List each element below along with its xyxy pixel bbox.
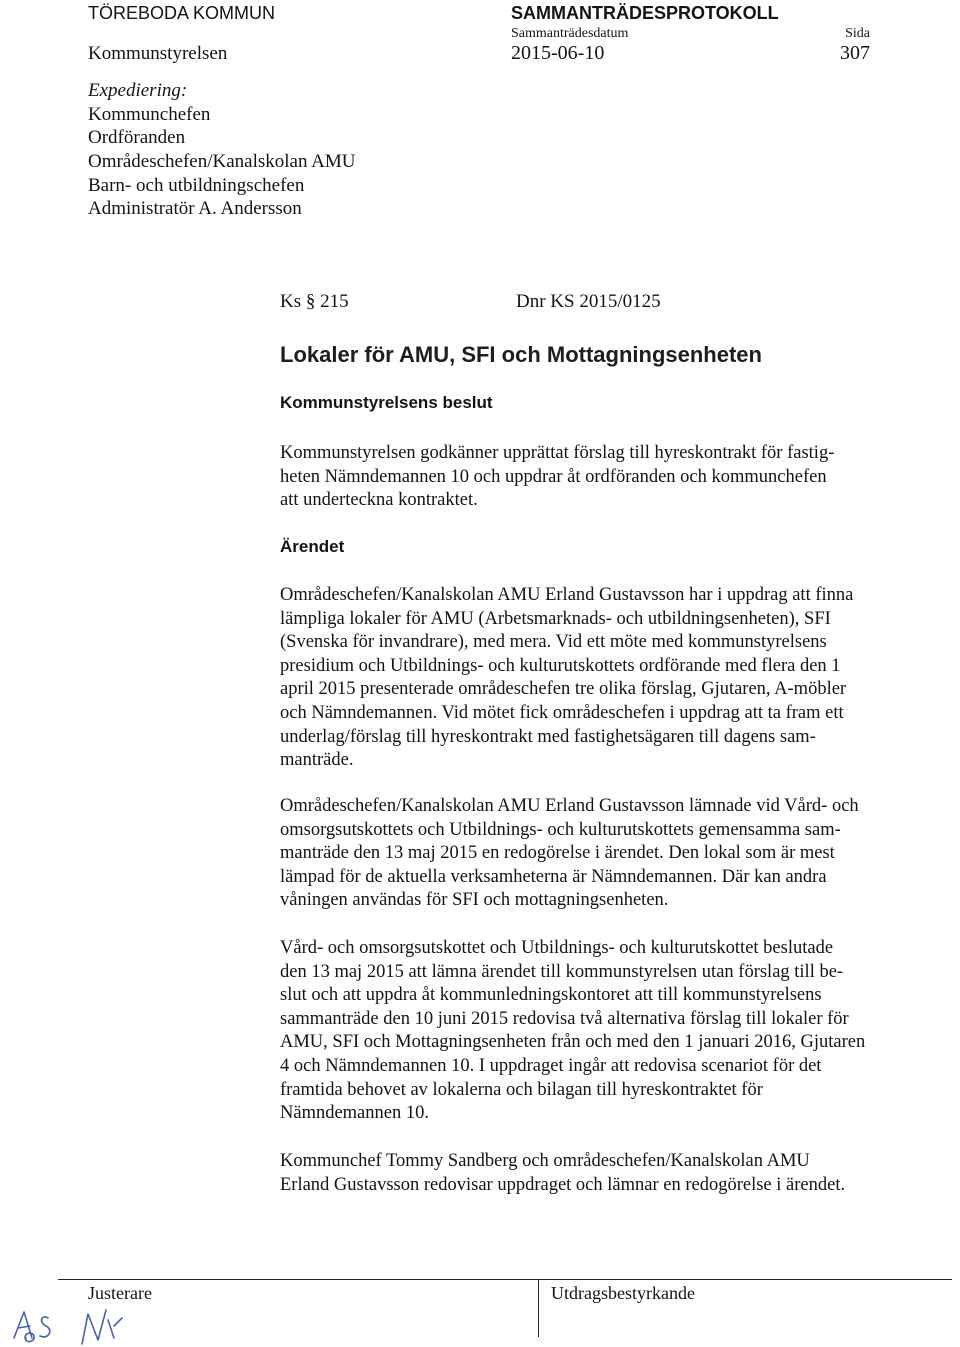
matter-paragraph-1 — [280, 584, 940, 773]
protocol-title: SAMMANTRÄDESPROTOKOLL — [511, 3, 779, 23]
text-line: och Nämndemannen. Vid mötet fick områdeschefen i uppdrag att ta fram ett — [280, 702, 844, 723]
text-line: underlag/förslag till hyreskontrakt med fastighetsägaren till dagens sam- — [280, 726, 816, 747]
meeting-date-label: Sammanträdesdatum — [511, 26, 629, 41]
text-line: Kommunstyrelsen godkänner upprättat förslag till hyreskontrakt för fastig- — [280, 443, 835, 463]
text-line: slut och att uppdra åt kommunledningskontoret att till kommunstyrelsens — [280, 985, 822, 1006]
text-line: lämpliga lokaler för AMU (Arbetsmarknads- och utbildningsenheten), SFI — [280, 608, 831, 629]
text-line: Områdeschefen/Kanalskolan AMU Erland Gustavsson lämnade vid Vård- och — [280, 796, 859, 816]
text-line: Kommunchef Tommy Sandberg och områdeschefen/Kanalskolan AMU — [280, 1151, 810, 1171]
text-line: april 2015 presenterade områdeschefen tre olika förslag, Gjutaren, A-möbler — [280, 679, 847, 700]
matter-paragraph-4 — [280, 1150, 940, 1197]
text-line: våningen användas för SFI och mottagningsenheten. — [280, 890, 669, 911]
meeting-date: 2015-06-10 — [511, 42, 605, 64]
distribution-recipient: Områdeschefen/Kanalskolan AMU — [88, 151, 356, 172]
distribution-recipient: Barn- och utbildningschefen — [88, 175, 305, 196]
text-line: lämpad för de aktuella verksamheterna är Nämndemannen. Där kan andra — [280, 866, 827, 887]
paragraph-reference: Ks § 215 — [280, 291, 349, 312]
text-line: manträde. — [280, 750, 354, 771]
text-line: Erland Gustavsson redovisar uppdraget och lämnar en redogörelse i ärendet. — [280, 1174, 846, 1195]
text-line: heten Nämndemannen 10 och uppdrar åt ordföranden och kommunchefen — [280, 466, 827, 487]
text-line: AMU, SFI och Mottagningsenheten från och med den 1 januari 2016, Gjutaren — [280, 1032, 866, 1053]
text-line: att underteckna kontraktet. — [280, 490, 478, 511]
matter-paragraph-3 — [280, 937, 940, 1126]
handwritten-signature — [4, 1280, 154, 1346]
municipality-name: TÖREBODA KOMMUN — [88, 3, 276, 23]
text-line: 4 och Nämndemannen 10. I uppdraget ingår att redovisa scenariot för det — [280, 1055, 822, 1076]
page-number: 307 — [840, 42, 870, 64]
text-line: framtida behovet av lokalerna och bilagan till hyreskontraktet för — [280, 1079, 763, 1100]
distribution-recipient: Administratör A. Andersson — [88, 198, 302, 219]
text-line: Områdeschefen/Kanalskolan AMU Erland Gustavsson har i uppdrag att finna — [280, 585, 854, 605]
board-name: Kommunstyrelsen — [88, 43, 228, 64]
page-label: Sida — [845, 26, 870, 41]
decision-heading: Kommunstyrelsens beslut — [280, 393, 493, 412]
distribution-heading: Expediering: — [88, 80, 188, 101]
adjuster-label: Justerare — [88, 1283, 152, 1303]
matter-heading: Ärendet — [280, 537, 345, 556]
text-line: Vård- och omsorgsutskottet och Utbildnings- och kulturutskottet beslutade — [280, 938, 834, 958]
distribution-recipient: Ordföranden — [88, 127, 186, 148]
text-line: (Svenska för invandrare), med mera. Vid ett möte med kommunstyrelsens — [280, 632, 827, 653]
case-title: Lokaler för AMU, SFI och Mottagningsenheten — [280, 342, 762, 367]
extract-certification-label: Utdragsbestyrkande — [551, 1283, 695, 1303]
text-line: Nämndemannen 10. — [280, 1103, 429, 1124]
decision-text — [280, 442, 940, 513]
text-line: presidium och Utbildnings- och kulturutskottets ordförande med flera den 1 — [280, 655, 841, 676]
distribution-recipient: Kommunchefen — [88, 104, 211, 125]
text-line: sammanträde den 10 juni 2015 redovisa två alternativa förslag till lokaler för — [280, 1008, 849, 1029]
signature-strokes — [14, 1310, 122, 1344]
text-line: den 13 maj 2015 att lämna ärendet till kommunstyrelsen utan förslag till be- — [280, 961, 844, 982]
footer-divider — [538, 1279, 539, 1337]
matter-paragraph-2 — [280, 795, 940, 913]
diary-number: Dnr KS 2015/0125 — [516, 291, 661, 312]
text-line: omsorgsutskottets och Utbildnings- och kulturutskottets gemensamma sam- — [280, 819, 841, 840]
footer-rule — [58, 1279, 952, 1280]
text-line: manträde den 13 maj 2015 en redogörelse i ärendet. Den lokal som är mest — [280, 843, 835, 864]
